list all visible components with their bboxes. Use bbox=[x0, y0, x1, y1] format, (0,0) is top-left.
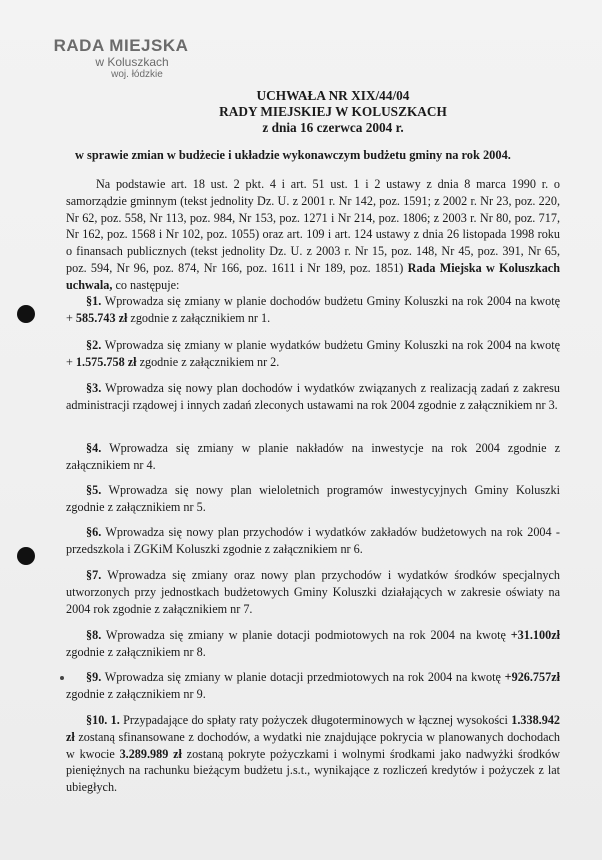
paragraph-text: Wprowadza się zmiany w planie dotacji podmiotowych na rok 2004 na kwotę bbox=[105, 628, 511, 642]
paragraph-text: Wprowadza się zmiany oraz nowy plan przychodów i wydatków środków specjalnych utworzonych przy jednostkach budżetowych Gminy Koluszki działających w zakresie oświaty na 2004 rok zgodnie z załącznikiem nr 7. bbox=[66, 568, 561, 616]
amount: 1.575.758 zł bbox=[75, 354, 137, 369]
stamp-line-2: w Koluszkach bbox=[95, 55, 169, 69]
paragraph-6 bbox=[66, 524, 560, 558]
resolution-title: UCHWAŁA NR XIX/44/04 bbox=[256, 88, 410, 103]
paragraph-number: §9. bbox=[86, 670, 102, 684]
amount: 585.743 zł bbox=[75, 310, 128, 325]
paragraph-number: §2. bbox=[86, 338, 102, 352]
paragraph-number: §6. bbox=[86, 525, 102, 539]
stamp-line-1: RADA MIEJSKA bbox=[53, 36, 189, 55]
paragraph-text-end: zgodnie z załącznikiem nr 1. bbox=[127, 310, 271, 325]
paragraph-9 bbox=[66, 669, 560, 703]
paragraph-text-end: zgodnie z załącznikiem nr 2. bbox=[136, 354, 280, 369]
amount: 3.289.989 zł bbox=[119, 746, 182, 761]
paragraph-text: Wprowadza się zmiany w planie nakładów na inwestycje na rok 2004 zgodnie z załącznikiem nr 4. bbox=[66, 441, 560, 472]
document-header bbox=[32, 88, 602, 136]
paragraph-4 bbox=[66, 440, 560, 474]
paragraph-8 bbox=[66, 627, 560, 661]
paragraph-number: §7. bbox=[86, 568, 102, 582]
paragraph-text: Wprowadza się nowy plan przychodów i wydatków zakładów budżetowych na rok 2004 - przedszkola i ZGKiM Koluszki zgodnie z załącznikiem nr 6. bbox=[66, 525, 560, 556]
punch-hole bbox=[17, 547, 35, 565]
paragraph-number: §5. bbox=[86, 483, 102, 497]
paragraph-10 bbox=[66, 712, 560, 796]
paragraph-text: Wprowadza się zmiany w planie dotacji przedmiotowych na rok 2004 na kwotę bbox=[104, 670, 505, 684]
amount: 1.338.942 zł bbox=[66, 713, 560, 744]
legal-basis bbox=[66, 176, 560, 294]
paragraph-text: Wprowadza się zmiany w planie dochodów budżetu Gminy Koluszki na rok 2004 na kwotę + bbox=[66, 294, 560, 325]
paragraph-number: §3. bbox=[86, 381, 102, 395]
legal-basis-tail: co następuje: bbox=[115, 277, 180, 292]
paragraph-5 bbox=[66, 482, 560, 516]
paragraph-number: §10. 1. bbox=[86, 713, 120, 727]
paragraph-text-end: zgodnie z załącznikiem nr 8. bbox=[66, 644, 206, 659]
paragraph-number: §4. bbox=[86, 441, 102, 455]
amount: +31.100zł bbox=[510, 628, 560, 642]
paragraph-text-end: zgodnie z załącznikiem nr 9. bbox=[66, 686, 206, 701]
paragraph-2 bbox=[66, 337, 560, 371]
paragraph-text: zostaną pokryte pożyczkami i wolnymi środkami jako nadwyżki środków pieniężnych na rachunku bieżącym budżetu j.s.t., wynikające z rozliczeń kredytów i pożyczek z lat ubiegłych. bbox=[66, 746, 560, 795]
paragraph-number: §8. bbox=[86, 628, 102, 642]
paragraph-text: Wprowadza się nowy plan dochodów i wydatków związanych z realizacją zadań z zakresu administracji rządowej i innych zadań zleconych ustawami na rok 2004 zgodnie z załącznikiem nr 3. bbox=[66, 381, 560, 412]
amount: +926.757zł bbox=[504, 670, 561, 684]
paragraph-text: zostaną sfinansowane z dochodów, a wydatki nie znajdujące pokrycia w planowanych dochodach w kwocie bbox=[66, 729, 560, 761]
paragraph-3 bbox=[66, 380, 560, 414]
legal-basis-text: Na podstawie art. 18 ust. 2 pkt. 4 i art. 51 ust. 1 i 2 ustawy z dnia 8 marca 1990 r. o samorządzie gminnym (tekst jednolity Dz. U. z 2001 r. Nr 142, poz. 1591; z 2002 r. Nr 23, poz. 220, Nr 62, poz. 558, Nr 113, poz. 984, Nr 153, poz. 1271 i Nr 214, poz. 1806; z 2003 r. Nr 80, poz. 717, Nr 162, poz. 1568 i Nr 102, poz. 1055) oraz art. 109 i art. 124 ustawy z dnia 26 listopada 1998 roku o finansach publicznych (tekst jednolity Dz. U. z 2003 r. Nr 15, poz. 148, Nr 45, poz. 391, Nr 65, poz. 594, Nr 96, poz. 874, Nr 166, poz. 1611 i Nr 189, poz. 1851) bbox=[66, 177, 560, 275]
paragraph-text: Wprowadza się zmiany w planie wydatków budżetu Gminy Koluszki na rok 2004 na kwotę + bbox=[66, 338, 560, 369]
council-stamp bbox=[42, 36, 192, 80]
paragraph-text: Wprowadza się nowy plan wieloletnich programów inwestycyjnych Gminy Koluszki zgodnie z załącznikiem nr 5. bbox=[66, 483, 560, 514]
paragraph-number: §1. bbox=[86, 294, 102, 308]
paragraph-1 bbox=[66, 293, 560, 327]
paragraph-text: Przypadające do spłaty raty pożyczek długoterminowych w łącznej wysokości bbox=[123, 713, 512, 727]
stamp-line-3: woj. łódzkie bbox=[111, 69, 163, 80]
punch-hole bbox=[17, 305, 35, 323]
paragraph-7 bbox=[66, 567, 560, 617]
subject-line: w sprawie zmian w budżecie i układzie wykonawczym budżetu gminy na rok 2004. bbox=[75, 148, 511, 162]
issuer: RADY MIEJSKIEJ W KOLUSZKACH bbox=[219, 104, 447, 119]
bullet-mark bbox=[60, 676, 64, 680]
legal-basis-bold: Rada Miejska w Koluszkach uchwala, bbox=[66, 260, 560, 292]
resolution-date: z dnia 16 czerwca 2004 r. bbox=[262, 120, 404, 135]
